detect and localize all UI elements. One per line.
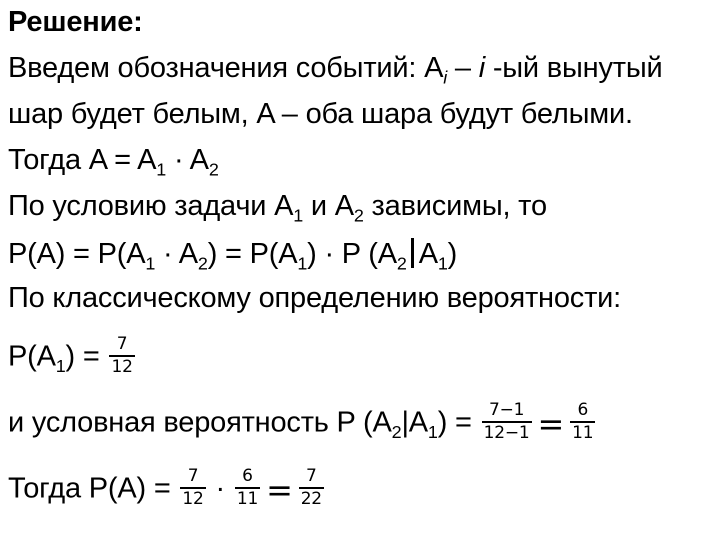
fraction-7-12: $\frac{7}{12}$ [111, 334, 133, 377]
dependence-line: По условию задачи $A_1$ и $A_2$ зависимы, то [8, 190, 547, 226]
solution-title: Решение: [8, 6, 143, 38]
multiplication-rule-line: $P(A) = P(A_1 \cdot A_2) = P(A_1) \cdot P$ ($A_2$ $A_1$) [8, 238, 458, 274]
probability-a1-line: $P(A_1)$ = $\frac{7}{12}$ [8, 334, 133, 377]
fraction-6-11-unreduced: $\frac{7-1}{12-1}$ [483, 400, 530, 443]
fraction-7-22: $\frac{7}{22}$ [300, 466, 322, 509]
events-definition-line: Введем обозначения событий: $A_i$ – i -ый вынутый [8, 52, 663, 88]
fraction-6-11: $\frac{6}{11}$ [572, 400, 594, 443]
conditional-bar [411, 238, 414, 268]
fraction-6-11-final: $\frac{6}{11}$ [236, 466, 259, 509]
product-formula-line: Тогда $A = A_1 \cdot A_2$ [8, 144, 219, 180]
final-answer-line: Тогда P(A) = $\frac{7}{12}$ · $\frac{6}{11}$ = $\frac{7}{22}$ [8, 466, 322, 509]
event-a-definition-line: шар будет белым, A – оба шара будут белыми. [8, 98, 633, 130]
fraction-7-12-final: $\frac{7}{12}$ [182, 466, 204, 509]
conditional-probability-line: и условная вероятность P $(A_2|A_1)$ = $\frac{7-1}{12-1}$ = $\frac{6}{11}$ [8, 400, 594, 443]
classical-definition-line: По классическому определению вероятности: [8, 282, 622, 314]
